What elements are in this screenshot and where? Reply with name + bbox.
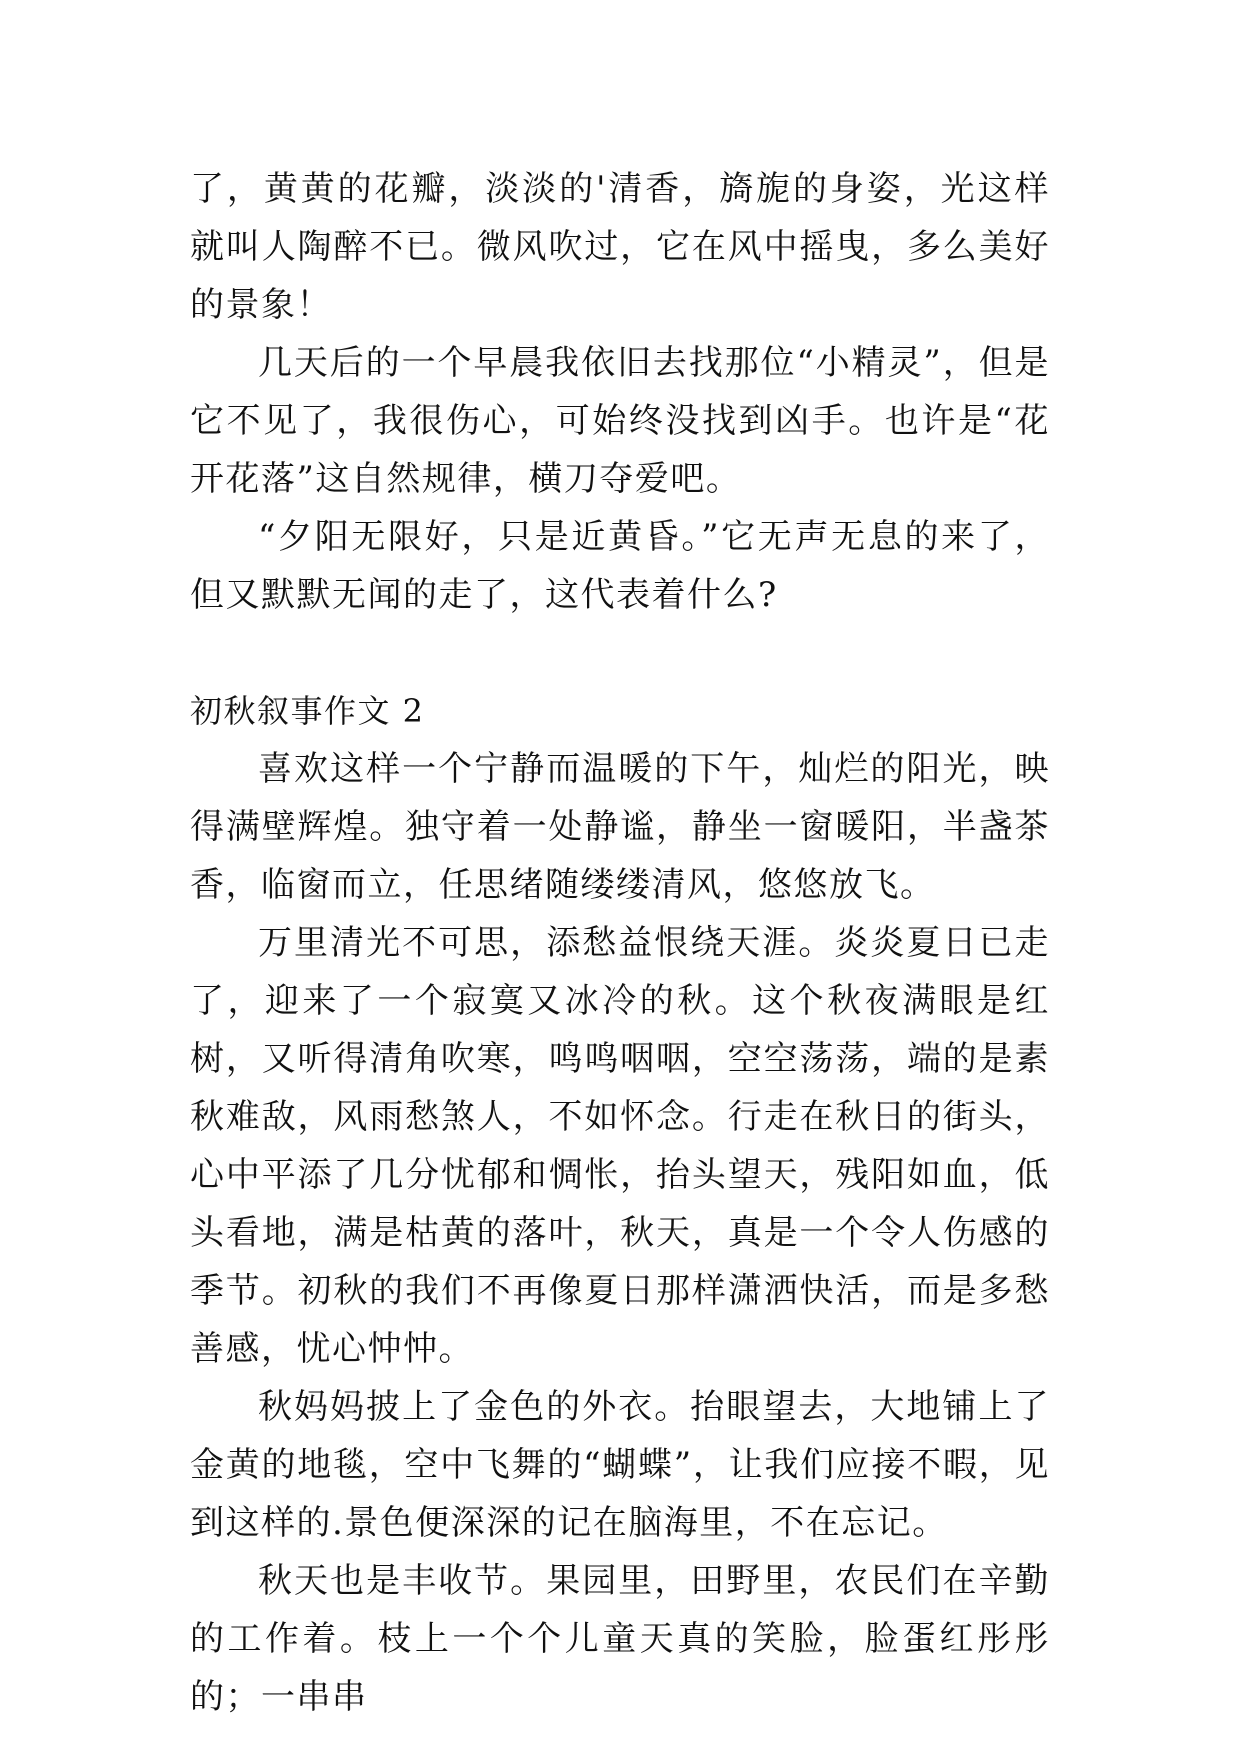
paragraph: 万里清光不可思，添愁益恨绕天涯。炎炎夏日已走了，迎来了一个寂寞又冰冷的秋。这个秋夜满眼是红树，又听得清角吹寒，鸣鸣咽咽，空空荡荡，端的是素秋难敌，风雨愁煞人，不如怀念。行走在秋日的街头，心中平添了几分忧郁和惆怅，抬头望天，残阳如血，低头看地，满是枯黄的落叶，秋天，真是一个令人伤感的季节。初秋的我们不再像夏日那样潇洒快活，而是多愁善感，忧心忡忡。: [190, 923, 1050, 1369]
paragraph: 秋天也是丰收节。果园里，田野里，农民们在辛勤的工作着。枝上一个个儿童天真的笑脸，脸蛋红彤彤的；一串串: [190, 1561, 1050, 1717]
paragraph: 几天后的一个早晨我依旧去找那位“小精灵”，但是它不见了，我很伤心，可始终没找到凶手。也许是“花开花落”这自然规律，横刀夺爱吧。: [190, 343, 1050, 499]
paragraph: 秋妈妈披上了金色的外衣。抬眼望去，大地铺上了金黄的地毯，空中飞舞的“蝴蝶”，让我们应接不暇，见到这样的.景色便深深的记在脑海里，不在忘记。: [190, 1387, 1050, 1543]
paragraph: “夕阳无限好，只是近黄昏。”它无声无息的来了，但又默默无闻的走了，这代表着什么?: [190, 517, 1050, 615]
paragraph-continued: 了，黄黄的花瓣，淡淡的'清香，旖旎的身姿，光这样就叫人陶醉不已。微风吹过，它在风中摇曳，多么美好的景象！: [190, 169, 1050, 325]
section-title: 初秋叙事作文 2: [190, 692, 425, 730]
paragraph: 喜欢这样一个宁静而温暖的下午，灿烂的阳光，映得满壁辉煌。独守着一处静谧，静坐一窗暖阳，半盏茶香，临窗而立，任思绪随缕缕清风，悠悠放飞。: [190, 749, 1050, 905]
document-body: [190, 160, 1050, 1726]
